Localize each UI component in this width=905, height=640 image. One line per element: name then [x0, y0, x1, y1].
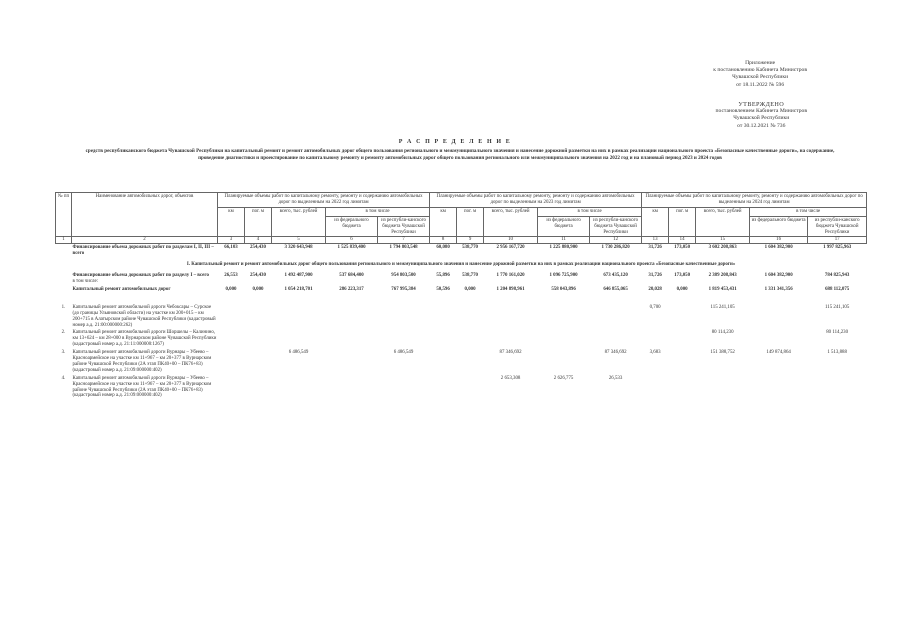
- row-name: [72, 272, 218, 286]
- cell-value: [245, 329, 272, 349]
- distribution-table: [55, 192, 867, 400]
- appendix-line: к постановлению Кабинета Министров: [713, 67, 807, 74]
- cell-value: [430, 304, 457, 330]
- cell-value: 115 241,105: [710, 304, 735, 310]
- republic-header: из республи-канского бюджета Чувашской Республики: [808, 216, 867, 237]
- row-no: 4.: [61, 375, 66, 381]
- column-number: 10: [484, 237, 538, 244]
- cell-value: 646 855,065: [603, 286, 628, 292]
- cell-value: 1 054 218,701: [284, 286, 313, 292]
- column-number: 2: [72, 237, 218, 244]
- total-row: [56, 244, 867, 258]
- appendix-line: Приложение: [745, 60, 776, 66]
- capital-repair-row: [56, 286, 867, 294]
- cell-value: [750, 375, 808, 401]
- pm-header: пог. м: [457, 207, 484, 237]
- appendix-line: от 18.11.2022 № 596: [736, 81, 785, 88]
- column-number: 3: [218, 237, 245, 244]
- document-description: средств республиканского бюджета Чувашской Республики на капитальный ремонт и ремонт автомобильных дорог общего пользования регионального и межмуниципального значения и нанесение дорожной разметки на них в рамках реализации национального проекта «Безопасные качественные дороги», на содержание, проведение диагностики и проектирование по капитальному ремонту и ремонту автомобильных дорог общего пользования регионального или межмуниципального значения на 2022 год и на плановый период 2023 и 2024 годов: [85, 148, 835, 162]
- pm-header: пог. м: [669, 207, 696, 237]
- cell-value: [378, 304, 430, 330]
- cell-value: 538,770: [462, 273, 479, 279]
- cell-value: 1 096 725,900: [549, 273, 578, 279]
- republic-header: из республи-канского бюджета Чувашской Республики: [378, 216, 430, 237]
- cell-value: [750, 329, 808, 349]
- total-header: всего, тыс. рублей: [272, 207, 326, 237]
- cell-value: [218, 375, 245, 401]
- column-number-row: [56, 237, 867, 244]
- cell-value: 1 794 803,548: [389, 245, 418, 251]
- cell-value: 55,896: [436, 273, 450, 279]
- group-2022-header: Планируемые объемы работ по капитальному ремонту, ремонту и содержанию автомобильных дорог по выделенным на 2022 год лимитам: [218, 193, 430, 208]
- approved-stamp: [716, 101, 807, 130]
- cell-value: 538,770: [462, 245, 479, 251]
- cell-value: 3,683: [649, 350, 661, 356]
- cell-value: [538, 349, 590, 375]
- cell-value: [457, 304, 484, 330]
- column-number: 16: [750, 237, 808, 244]
- row-name: Капитальный ремонт автомобильной дороги Вурнары – Убеево – Красноармейское на участке км 11+967 – км 20+377 в Вурнарском районе Чувашской Республики (2А этап ПК40+00 – ПК76+83) (кадастровый номер а.д. 21:09:000000:402): [72, 375, 212, 399]
- appendix-stamp: [713, 60, 807, 89]
- pm-header: пог. м: [245, 207, 272, 237]
- cell-value: 0,000: [676, 286, 688, 292]
- section-total-row: [56, 272, 867, 286]
- row-name: Капитальный ремонт автомобильной дороги Шоршелы – Калинино, км 13+624 – км 28+000 в Вурнарском районе Чувашской Республики (кадастровый номер а.д. 21:11:000000:1267): [72, 330, 217, 348]
- cell-value: 80 114,230: [711, 330, 734, 336]
- cell-value: 1 513,888: [827, 350, 847, 356]
- approved-line: от 30.12.2021 № 736: [737, 122, 786, 129]
- cell-value: 173,050: [674, 273, 691, 279]
- cell-value: [457, 329, 484, 349]
- row-name: Финансирование объема дорожных работ по разделам I, II, III – всего: [72, 245, 214, 257]
- cell-value: 1 331 341,356: [764, 286, 793, 292]
- cell-value: [590, 304, 642, 330]
- appendix-line: Чувашской Республики: [732, 74, 789, 81]
- cell-value: [457, 349, 484, 375]
- cell-value: [750, 304, 808, 330]
- cell-value: 31,726: [648, 273, 662, 279]
- cell-value: [326, 375, 378, 401]
- cell-value: 0,700: [649, 304, 661, 310]
- cell-value: 0,000: [225, 286, 237, 292]
- document-title: Р А С П Р Е Д Е Л Е Н И Е: [398, 139, 512, 145]
- cell-value: [218, 349, 245, 375]
- cell-value: [696, 375, 750, 401]
- cell-value: [326, 329, 378, 349]
- cell-value: [430, 375, 457, 401]
- table-row: [56, 329, 867, 349]
- federal-header: из федерального бюджета: [326, 216, 378, 237]
- row-no: [56, 244, 72, 258]
- cell-value: 3 602 208,863: [708, 245, 737, 251]
- cell-value: 1 525 839,400: [337, 245, 366, 251]
- cell-value: [245, 304, 272, 330]
- cell-value: [245, 349, 272, 375]
- approved-heading: УТВЕРЖДЕНО: [738, 101, 785, 108]
- cell-value: 2 389 208,843: [708, 273, 737, 279]
- total-header: всего, тыс. рублей: [696, 207, 750, 237]
- cell-value: [669, 304, 696, 330]
- group-2023-header: Планируемые объемы работ по капитальному ремонту, ремонту и содержанию автомобильных дорог по выделенным на 2023 год лимитам: [430, 193, 642, 208]
- cell-value: 31,726: [648, 245, 662, 251]
- incl-header: в том числе: [750, 207, 867, 216]
- approved-line: постановлением Кабинета Министров: [715, 108, 807, 115]
- cell-value: 1 204 898,961: [496, 286, 525, 292]
- cell-value: 87 346,692: [604, 350, 627, 356]
- column-number: 4: [245, 237, 272, 244]
- cell-value: 688 112,075: [825, 286, 850, 292]
- row-no: 3.: [61, 350, 66, 356]
- table-row: [56, 349, 867, 375]
- cell-value: 115 241,105: [825, 304, 850, 310]
- cell-value: [218, 304, 245, 330]
- row-name-text: Финансирование объема дорожных работ по разделу I – всего: [72, 273, 209, 279]
- cell-value: [538, 304, 590, 330]
- cell-value: 149 874,864: [766, 350, 791, 356]
- column-number: 12: [590, 237, 642, 244]
- row-no: [56, 272, 72, 286]
- column-number: 1: [56, 237, 72, 244]
- cell-value: 6 486,549: [393, 350, 414, 356]
- cell-value: [457, 375, 484, 401]
- cell-value: 1 997 825,963: [823, 245, 852, 251]
- cell-value: [326, 304, 378, 330]
- cell-value: 767 995,384: [391, 286, 416, 292]
- cell-value: 0,000: [252, 286, 264, 292]
- column-number: 9: [457, 237, 484, 244]
- cell-value: 1 730 286,820: [601, 245, 630, 251]
- cell-value: 50,596: [436, 286, 450, 292]
- cell-value: [378, 375, 430, 401]
- cell-value: 60,080: [436, 245, 450, 251]
- row-no: [56, 286, 72, 294]
- cell-value: 173,050: [674, 245, 691, 251]
- incl-label: в том числе:: [72, 278, 98, 284]
- row-no: 1.: [61, 304, 66, 310]
- row-name: Капитальный ремонт автомобильных дорог: [72, 286, 171, 292]
- cell-value: 6 486,549: [288, 350, 309, 356]
- cell-value: 1 225 880,900: [549, 245, 578, 251]
- column-number: 17: [808, 237, 867, 244]
- cell-value: [590, 329, 642, 349]
- cell-value: 0,000: [464, 286, 476, 292]
- cell-value: [430, 349, 457, 375]
- cell-value: [538, 329, 590, 349]
- cell-value: 2 956 167,720: [496, 245, 525, 251]
- km-header: км: [642, 207, 669, 237]
- cell-value: 954 803,500: [391, 273, 416, 279]
- cell-value: 254,430: [250, 245, 266, 251]
- cell-value: 87 346,692: [499, 350, 522, 356]
- cell-value: [484, 329, 538, 349]
- cell-value: 26,533: [608, 375, 623, 381]
- republic-header: из республи-канского бюджета Чувашской Республики: [590, 216, 642, 237]
- table-row: [56, 304, 867, 330]
- column-number: 6: [326, 237, 378, 244]
- cell-value: [484, 304, 538, 330]
- cell-value: 558 043,896: [551, 286, 576, 292]
- row-name: Капитальный ремонт автомобильной дороги Чебоксары – Сурское (до границы Ульяновской области) на участке км 200+015 – км 200+715 в Алатырском районе Чувашской Республики (кадастровый номер а.д. 21:00:000000:262): [72, 304, 216, 328]
- table-row: [56, 375, 867, 401]
- total-header: всего, тыс. рублей: [484, 207, 538, 237]
- cell-value: 2 653,308: [500, 375, 521, 381]
- column-number: 13: [642, 237, 669, 244]
- federal-header: из федерального бюджета: [750, 216, 808, 237]
- cell-value: [245, 375, 272, 401]
- col-no-header: № пп: [56, 193, 72, 237]
- cell-value: 673 435,120: [603, 273, 628, 279]
- col-name-header: Наименование автомобильных дорог, объектов: [72, 193, 218, 237]
- cell-value: 1 492 487,900: [284, 273, 313, 279]
- spacer: [56, 294, 867, 304]
- column-number: 11: [538, 237, 590, 244]
- cell-value: [326, 349, 378, 375]
- column-number: 8: [430, 237, 457, 244]
- incl-header: в том числе: [538, 207, 642, 216]
- group-2024-header: Планируемые объемы работ по капитальному ремонту, ремонту и содержанию автомобильных дорог по выделенным на 2024 год лимитам: [642, 193, 867, 208]
- cell-value: 537 684,400: [339, 273, 364, 279]
- cell-value: 151 388,752: [710, 350, 735, 356]
- incl-header: в том числе: [326, 207, 430, 216]
- cell-value: [669, 375, 696, 401]
- cell-value: [272, 329, 326, 349]
- cell-value: 784 825,943: [824, 273, 850, 279]
- column-number: 15: [696, 237, 750, 244]
- cell-value: 80 114,230: [826, 330, 849, 336]
- cell-value: 26,553: [224, 273, 238, 279]
- cell-value: [669, 349, 696, 375]
- cell-value: [642, 375, 669, 401]
- cell-value: [430, 329, 457, 349]
- cell-value: 1 604 382,900: [764, 273, 793, 279]
- cell-value: 3 320 643,948: [284, 245, 313, 251]
- cell-value: [642, 329, 669, 349]
- row-name: Капитальный ремонт автомобильной дороги Вурнары – Убеево – Красноармейское на участке км 11+967 – км 20+377 в Вурнарском районе Чувашской Республики (2А этап ПК40+00 – ПК76+83) (кадастровый номер а.д. 21:09:000000:402): [72, 350, 212, 373]
- cell-value: 20,028: [648, 286, 662, 292]
- cell-value: [378, 329, 430, 349]
- approved-line: Чувашской Республики: [733, 115, 790, 122]
- km-header: км: [218, 207, 245, 237]
- cell-value: 1 770 161,020: [496, 273, 525, 279]
- cell-value: [218, 329, 245, 349]
- cell-value: [669, 329, 696, 349]
- cell-value: 2 626,775: [553, 375, 574, 381]
- section-heading-row: [56, 258, 867, 272]
- row-no: 2.: [61, 330, 66, 336]
- cell-value: 254,430: [250, 273, 266, 279]
- cell-value: [808, 375, 867, 401]
- km-header: км: [430, 207, 457, 237]
- federal-header: из федерального бюджета: [538, 216, 590, 237]
- column-number: 7: [378, 237, 430, 244]
- column-number: 14: [669, 237, 696, 244]
- spacer-row: [56, 294, 867, 304]
- cell-value: 66,103: [224, 245, 238, 251]
- column-number: 5: [272, 237, 326, 244]
- section-heading: I. Капитальный ремонт и ремонт автомобильных дорог общего пользования регионального и межмуниципального значения и нанесение дорожной разметки на них в рамках реализации национального проекта «Безопасные качественные дороги»: [186, 262, 736, 268]
- cell-value: [272, 304, 326, 330]
- cell-value: 1 604 382,900: [764, 245, 793, 251]
- cell-value: 1 819 453,431: [708, 286, 737, 292]
- cell-value: [272, 375, 326, 401]
- cell-value: 286 223,317: [339, 286, 364, 292]
